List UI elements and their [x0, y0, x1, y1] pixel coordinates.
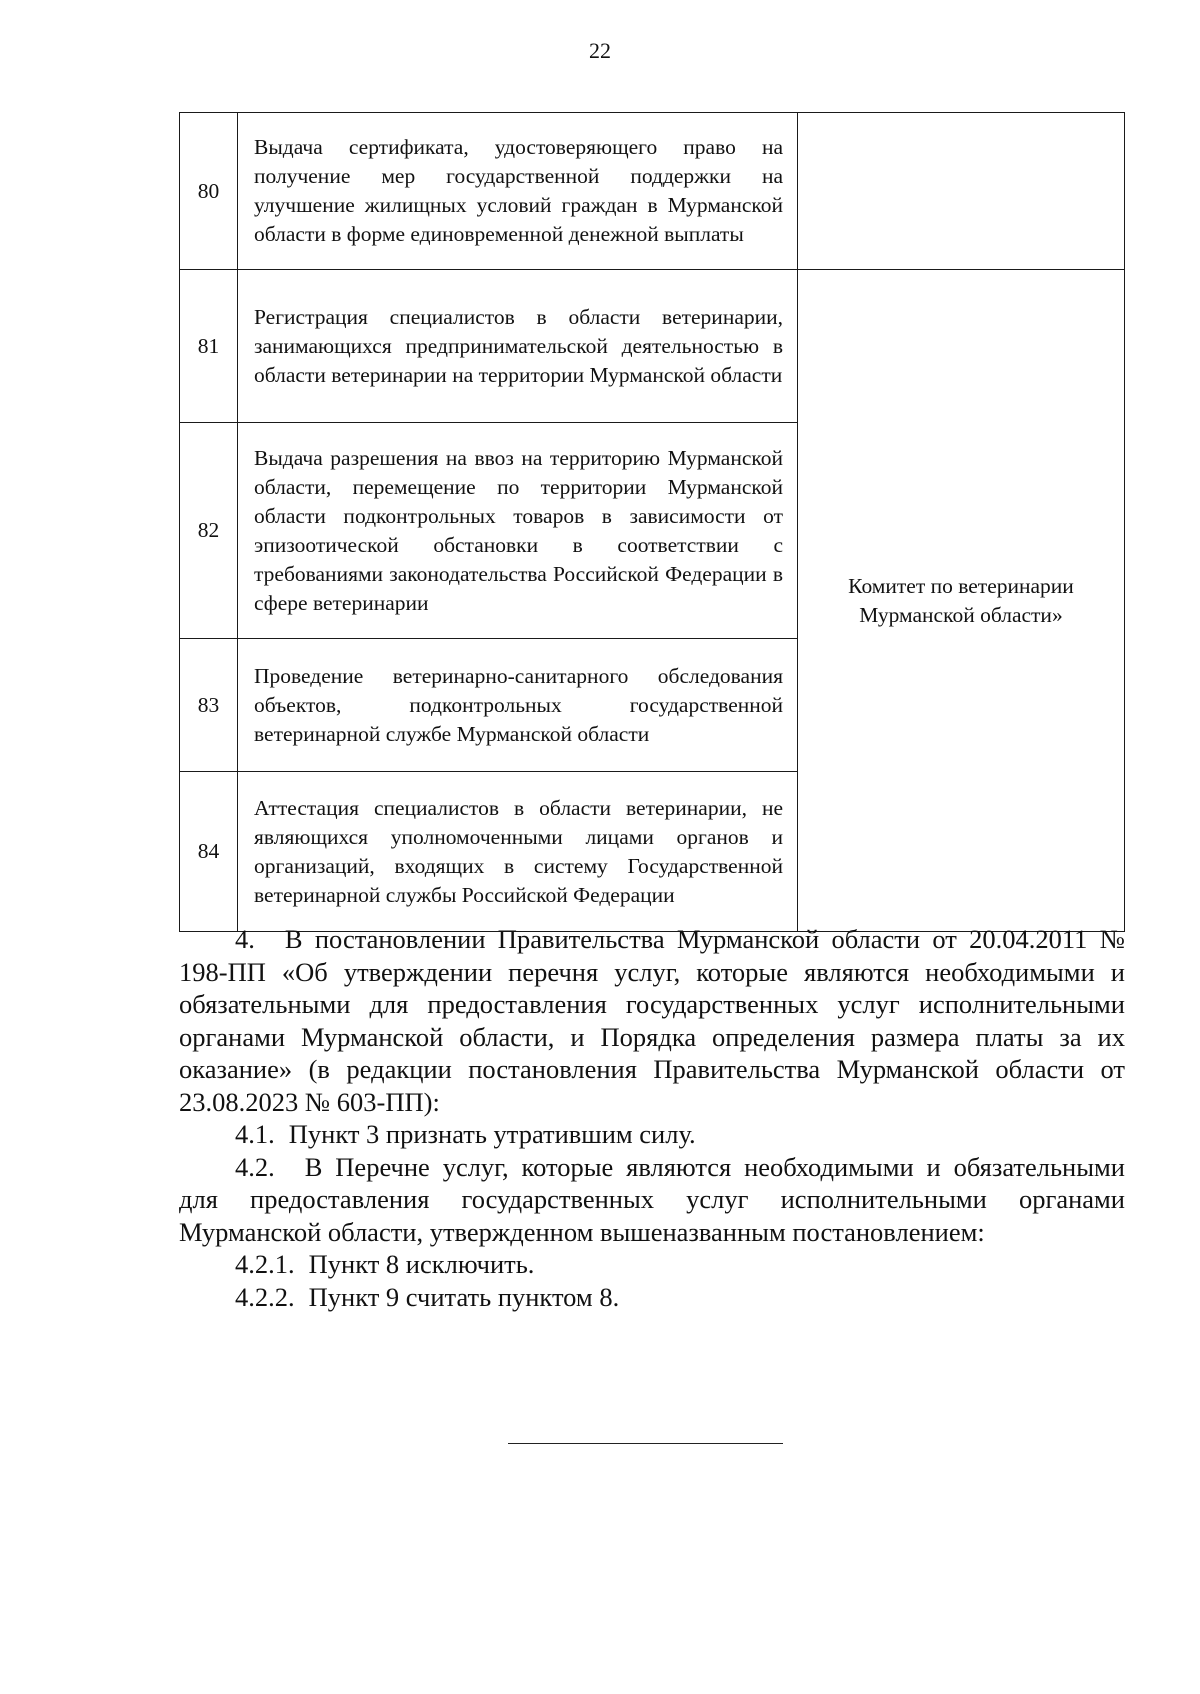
paragraph-number: 4.2.	[235, 1151, 275, 1182]
services-table	[179, 112, 1125, 932]
row-number: 84	[180, 772, 238, 932]
paragraph-4-1	[179, 1118, 1125, 1151]
service-name	[238, 113, 798, 270]
paragraph-text: В Перечне услуг, которые являются необходимыми и обязательными для предоставления государственных услуг исполнительными органами Мурманской области, утвержденном вышеназванным постановлением:	[179, 1151, 1125, 1247]
paragraph-text: Пункт 3 признать утратившим силу.	[288, 1119, 696, 1149]
authority-cell: Комитет по ветеринарии Мурманской области»	[798, 270, 1125, 932]
paragraph-4-2-2	[179, 1281, 1125, 1314]
paragraph-4-2-1	[179, 1248, 1125, 1281]
service-text: Выдача сертификата, удостоверяющего право на получение мер государственной поддержки на улучшение жилищных условий граждан в Мурманской области в форме единовременной денежной выплаты	[254, 135, 783, 246]
paragraph-number: 4.2.1.	[235, 1249, 295, 1279]
body-text	[179, 923, 1125, 1313]
row-number: 81	[180, 270, 238, 423]
row-number: 82	[180, 423, 238, 639]
paragraph-number: 4.2.2.	[235, 1281, 295, 1312]
paragraph-4	[179, 923, 1125, 1118]
service-text: Регистрация специалистов в области ветеринарии, занимающихся предпринимательской деятельностью в области ветеринарии на территории Мурманской области	[254, 304, 783, 387]
table-row	[180, 113, 1125, 270]
paragraph-4-2	[179, 1151, 1125, 1249]
row-number: 83	[180, 639, 238, 772]
paragraph-text: Пункт 9 считать пунктом 8.	[308, 1281, 620, 1312]
service-name	[238, 423, 798, 639]
page-number: 22	[589, 38, 611, 63]
service-name	[238, 639, 798, 772]
end-rule	[508, 1443, 783, 1444]
service-name	[238, 270, 798, 423]
paragraph-number: 4.1.	[235, 1119, 275, 1149]
table-row	[180, 270, 1125, 423]
service-text: Выдача разрешения на ввоз на территорию Мурманской области, перемещение по территории Мурманской области подконтрольных товаров в зависимости от эпизоотической обстановки в соответствии с требованиями законодательства Российской Федерации в сфере ветеринарии	[254, 445, 783, 615]
row-number: 80	[180, 113, 238, 270]
service-text: Проведение ветеринарно-санитарного обследования объектов, подконтрольных государственной ветеринарной службе Мурманской области	[254, 663, 783, 746]
paragraph-number: 4.	[235, 924, 255, 954]
service-text: Аттестация специалистов в области ветеринарии, не являющихся уполномоченными лицами органов и организаций, входящих в систему Государственной ветеринарной службы Российской Федерации	[254, 795, 783, 907]
service-name	[238, 772, 798, 932]
paragraph-text: Пункт 8 исключить.	[308, 1249, 535, 1279]
paragraph-text: В постановлении Правительства Мурманской области от 20.04.2011 № 198-ПП «Об утверждении перечня услуг, которые являются необходимыми и обязательными для предоставления государственных услуг исполнительными органами Мурманской области, и Порядка определения размера платы за их оказание» (в редакции постановления Правительства Мурманской области от 23.08.2023 № 603-ПП):	[179, 924, 1125, 1117]
authority-cell-empty	[798, 113, 1125, 270]
